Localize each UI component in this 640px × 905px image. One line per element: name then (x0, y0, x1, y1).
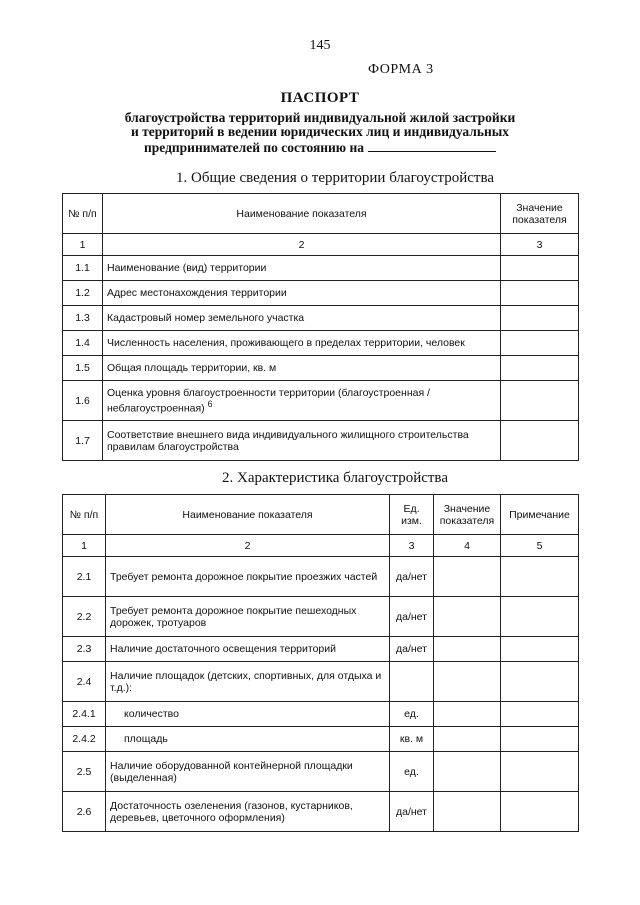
col-number: 1 (63, 535, 106, 557)
table-row (63, 421, 579, 461)
row-name-text: Оценка уровня благоустроенности территории (благоустроенная / неблагоустроенная) (107, 386, 430, 415)
row-num: 2.6 (63, 792, 106, 832)
subtitle-line-3 (0, 139, 640, 155)
row-num: 2.2 (63, 597, 106, 637)
table-row (63, 331, 579, 356)
row-note-cell[interactable] (501, 662, 579, 702)
section-1-heading: 1. Общие сведения о территории благоустройства (176, 170, 494, 186)
row-num: 1.2 (63, 281, 103, 306)
row-note-cell[interactable] (501, 597, 579, 637)
header-name: Наименование показателя (103, 194, 501, 234)
row-value-cell[interactable] (434, 662, 501, 702)
row-num: 2.5 (63, 752, 106, 792)
row-note-cell[interactable] (501, 637, 579, 662)
row-value-cell[interactable] (434, 557, 501, 597)
table-row (63, 662, 579, 702)
row-note-cell[interactable] (501, 557, 579, 597)
header-unit: Ед. изм. (390, 495, 434, 535)
col-number: 1 (63, 234, 103, 256)
row-value-cell[interactable] (434, 792, 501, 832)
row-name: Наличие достаточного освещения территорий (106, 637, 390, 662)
row-name: Общая площадь территории, кв. м (103, 356, 501, 381)
row-name: Соответствие внешнего вида индивидуального жилищного строительства правилам благоустройства (103, 421, 501, 461)
table-row (63, 306, 579, 331)
col-number: 2 (106, 535, 390, 557)
column-number-row (63, 234, 579, 256)
row-note-cell[interactable] (501, 727, 579, 752)
row-num: 2.4.1 (63, 702, 106, 727)
row-value-cell[interactable] (501, 306, 579, 331)
col-number: 3 (501, 234, 579, 256)
general-info-table (62, 193, 579, 461)
row-unit (390, 662, 434, 702)
row-name: Требует ремонта дорожное покрытие пешеходных дорожек, тротуаров (106, 597, 390, 637)
row-value-cell[interactable] (434, 702, 501, 727)
table-row (63, 752, 579, 792)
row-num: 1.1 (63, 256, 103, 281)
row-name: Кадастровый номер земельного участка (103, 306, 501, 331)
table-row (63, 597, 579, 637)
footnote-mark: 6 (207, 398, 213, 409)
row-name: площадь (106, 727, 390, 752)
subtitle-line-2: и территорий в ведении юридических лиц и индивидуальных (130, 124, 510, 139)
row-num: 2.3 (63, 637, 106, 662)
document-title: ПАСПОРТ (280, 90, 360, 106)
table-row (63, 256, 579, 281)
row-name (103, 381, 501, 421)
col-number: 3 (390, 535, 434, 557)
subtitle-line-1: благоустройства территорий индивидуальной жилой застройки (124, 110, 516, 125)
row-unit: да/нет (390, 597, 434, 637)
row-name: количество (106, 702, 390, 727)
date-blank-line[interactable] (368, 139, 496, 152)
table-row (63, 381, 579, 421)
row-note-cell[interactable] (501, 752, 579, 792)
row-value-cell[interactable] (434, 752, 501, 792)
header-num: № п/п (63, 495, 106, 535)
characteristics-table (62, 494, 579, 832)
row-name: Требует ремонта дорожное покрытие проезжих частей (106, 557, 390, 597)
row-value-cell[interactable] (434, 637, 501, 662)
row-value-cell[interactable] (501, 381, 579, 421)
row-unit: да/нет (390, 637, 434, 662)
row-num: 1.3 (63, 306, 103, 331)
row-unit: кв. м (390, 727, 434, 752)
row-value-cell[interactable] (501, 256, 579, 281)
row-note-cell[interactable] (501, 792, 579, 832)
row-value-cell[interactable] (434, 597, 501, 637)
table-row (63, 281, 579, 306)
row-name: Наличие оборудованной контейнерной площадки (выделенная) (106, 752, 390, 792)
row-unit: да/нет (390, 792, 434, 832)
subtitle-line-3-text: предпринимателей по состоянию на (143, 140, 365, 155)
row-value-cell[interactable] (501, 421, 579, 461)
row-value-cell[interactable] (501, 331, 579, 356)
col-number: 4 (434, 535, 501, 557)
row-name: Наличие площадок (детских, спортивных, для отдыха и т.д.): (106, 662, 390, 702)
header-note: Примечание (501, 495, 579, 535)
row-name: Наименование (вид) территории (103, 256, 501, 281)
table-row (63, 557, 579, 597)
form-label: ФОРМА 3 (368, 62, 434, 77)
column-number-row (63, 535, 579, 557)
header-num: № п/п (63, 194, 103, 234)
section-2-heading: 2. Характеристика благоустройства (222, 470, 448, 486)
header-value: Значение показателя (501, 194, 579, 234)
header-value: Значение показателя (434, 495, 501, 535)
table-row (63, 702, 579, 727)
row-value-cell[interactable] (501, 356, 579, 381)
row-unit: ед. (390, 702, 434, 727)
row-num: 1.5 (63, 356, 103, 381)
table-row (63, 792, 579, 832)
table-header-row (63, 495, 579, 535)
document-subtitle (0, 111, 640, 155)
header-name: Наименование показателя (106, 495, 390, 535)
row-num: 2.4 (63, 662, 106, 702)
col-number: 5 (501, 535, 579, 557)
row-value-cell[interactable] (501, 281, 579, 306)
row-name: Численность населения, проживающего в пределах территории, человек (103, 331, 501, 356)
row-num: 1.7 (63, 421, 103, 461)
row-unit: да/нет (390, 557, 434, 597)
row-num: 2.4.2 (63, 727, 106, 752)
col-number: 2 (103, 234, 501, 256)
page-number: 145 (309, 38, 331, 53)
row-num: 1.6 (63, 381, 103, 421)
row-num: 1.4 (63, 331, 103, 356)
table-row (63, 637, 579, 662)
row-name: Достаточность озеленения (газонов, кустарников, деревьев, цветочного оформления) (106, 792, 390, 832)
row-unit: ед. (390, 752, 434, 792)
row-note-cell[interactable] (501, 702, 579, 727)
row-value-cell[interactable] (434, 727, 501, 752)
table-header-row (63, 194, 579, 234)
table-row (63, 356, 579, 381)
table-row (63, 727, 579, 752)
row-name: Адрес местонахождения территории (103, 281, 501, 306)
row-num: 2.1 (63, 557, 106, 597)
